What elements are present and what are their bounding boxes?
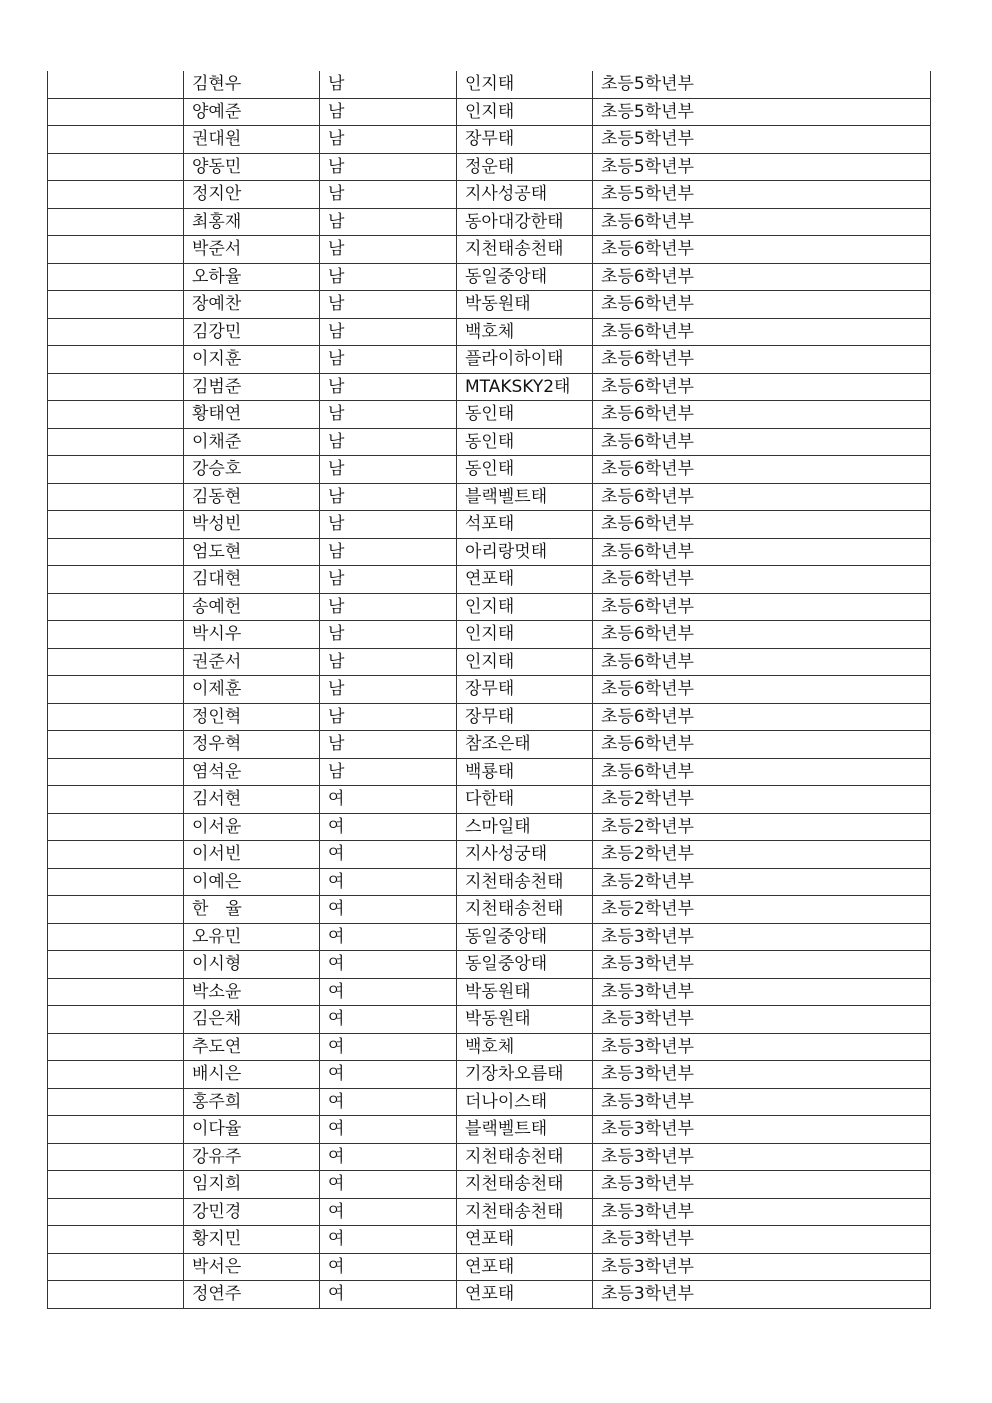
number-cell bbox=[48, 978, 184, 1006]
number-cell bbox=[48, 538, 184, 566]
number-cell bbox=[48, 923, 184, 951]
division-cell: 초등3학년부 bbox=[593, 1226, 931, 1254]
division-cell: 초등3학년부 bbox=[593, 1253, 931, 1281]
name-cell: 정우혁 bbox=[184, 731, 320, 759]
name-cell: 강승호 bbox=[184, 456, 320, 484]
table-row bbox=[48, 1253, 931, 1281]
number-cell bbox=[48, 896, 184, 924]
table-row bbox=[48, 401, 931, 429]
club-cell: 동일중앙태 bbox=[457, 923, 593, 951]
club-cell: 플라이하이태 bbox=[457, 346, 593, 374]
table-row bbox=[48, 208, 931, 236]
gender-cell: 남 bbox=[320, 263, 457, 291]
table-row bbox=[48, 236, 931, 264]
number-cell bbox=[48, 758, 184, 786]
division-cell: 초등5학년부 bbox=[593, 71, 931, 98]
gender-cell: 여 bbox=[320, 1006, 457, 1034]
table-row bbox=[48, 1033, 931, 1061]
number-cell bbox=[48, 951, 184, 979]
gender-cell: 여 bbox=[320, 813, 457, 841]
table-row bbox=[48, 318, 931, 346]
gender-cell: 남 bbox=[320, 71, 457, 98]
club-cell: 블랙벨트태 bbox=[457, 1116, 593, 1144]
division-cell: 초등6학년부 bbox=[593, 236, 931, 264]
club-cell: 연포태 bbox=[457, 1281, 593, 1309]
number-cell bbox=[48, 456, 184, 484]
name-cell: 김대현 bbox=[184, 566, 320, 594]
gender-cell: 남 bbox=[320, 621, 457, 649]
club-cell: 기장차오름태 bbox=[457, 1061, 593, 1089]
division-cell: 초등3학년부 bbox=[593, 1198, 931, 1226]
gender-cell: 남 bbox=[320, 181, 457, 209]
table-row bbox=[48, 648, 931, 676]
number-cell bbox=[48, 1143, 184, 1171]
number-cell bbox=[48, 593, 184, 621]
club-cell: 장무태 bbox=[457, 676, 593, 704]
club-cell: 다한태 bbox=[457, 786, 593, 814]
gender-cell: 남 bbox=[320, 291, 457, 319]
club-cell: 지천태송천태 bbox=[457, 236, 593, 264]
table-row bbox=[48, 1143, 931, 1171]
table-row bbox=[48, 181, 931, 209]
number-cell bbox=[48, 1061, 184, 1089]
club-cell: 지천태송천태 bbox=[457, 1198, 593, 1226]
gender-cell: 남 bbox=[320, 236, 457, 264]
division-cell: 초등3학년부 bbox=[593, 1088, 931, 1116]
table-row bbox=[48, 703, 931, 731]
name-cell: 최홍재 bbox=[184, 208, 320, 236]
club-cell: 동일중앙태 bbox=[457, 951, 593, 979]
gender-cell: 남 bbox=[320, 703, 457, 731]
name-cell: 정연주 bbox=[184, 1281, 320, 1309]
club-cell: 동일중앙태 bbox=[457, 263, 593, 291]
name-cell: 김강민 bbox=[184, 318, 320, 346]
name-cell: 권준서 bbox=[184, 648, 320, 676]
club-cell: 연포태 bbox=[457, 1226, 593, 1254]
table-row bbox=[48, 621, 931, 649]
gender-cell: 여 bbox=[320, 1143, 457, 1171]
name-cell: 권대원 bbox=[184, 126, 320, 154]
gender-cell: 남 bbox=[320, 318, 457, 346]
division-cell: 초등2학년부 bbox=[593, 841, 931, 869]
club-cell: 백룡태 bbox=[457, 758, 593, 786]
club-cell: 박동원태 bbox=[457, 978, 593, 1006]
gender-cell: 남 bbox=[320, 126, 457, 154]
number-cell bbox=[48, 1033, 184, 1061]
number-cell bbox=[48, 1171, 184, 1199]
gender-cell: 여 bbox=[320, 978, 457, 1006]
number-cell bbox=[48, 98, 184, 126]
gender-cell: 여 bbox=[320, 1116, 457, 1144]
gender-cell: 여 bbox=[320, 1226, 457, 1254]
division-cell: 초등6학년부 bbox=[593, 511, 931, 539]
club-cell: 동인태 bbox=[457, 401, 593, 429]
table-row bbox=[48, 71, 931, 98]
division-cell: 초등5학년부 bbox=[593, 126, 931, 154]
division-cell: 초등6학년부 bbox=[593, 373, 931, 401]
name-cell: 강민경 bbox=[184, 1198, 320, 1226]
club-cell: 장무태 bbox=[457, 703, 593, 731]
table-row bbox=[48, 373, 931, 401]
division-cell: 초등6학년부 bbox=[593, 401, 931, 429]
club-cell: 박동원태 bbox=[457, 291, 593, 319]
name-cell: 이예은 bbox=[184, 868, 320, 896]
table-row bbox=[48, 263, 931, 291]
gender-cell: 남 bbox=[320, 758, 457, 786]
club-cell: 아리랑멋태 bbox=[457, 538, 593, 566]
name-cell: 오하율 bbox=[184, 263, 320, 291]
table-row bbox=[48, 511, 931, 539]
gender-cell: 남 bbox=[320, 98, 457, 126]
number-cell bbox=[48, 318, 184, 346]
number-cell bbox=[48, 731, 184, 759]
name-cell: 임지희 bbox=[184, 1171, 320, 1199]
club-cell: 동인태 bbox=[457, 456, 593, 484]
gender-cell: 여 bbox=[320, 1061, 457, 1089]
table-row bbox=[48, 923, 931, 951]
table-row bbox=[48, 978, 931, 1006]
table-row bbox=[48, 566, 931, 594]
division-cell: 초등3학년부 bbox=[593, 1061, 931, 1089]
club-cell: 스마일태 bbox=[457, 813, 593, 841]
number-cell bbox=[48, 813, 184, 841]
name-cell: 이다율 bbox=[184, 1116, 320, 1144]
gender-cell: 남 bbox=[320, 676, 457, 704]
number-cell bbox=[48, 786, 184, 814]
table-row bbox=[48, 593, 931, 621]
club-cell: 장무태 bbox=[457, 126, 593, 154]
table-row bbox=[48, 291, 931, 319]
club-cell: 동아대강한태 bbox=[457, 208, 593, 236]
club-cell: 블랙벨트태 bbox=[457, 483, 593, 511]
division-cell: 초등6학년부 bbox=[593, 346, 931, 374]
table-row bbox=[48, 896, 931, 924]
club-cell: 지사성궁태 bbox=[457, 841, 593, 869]
name-cell: 강유주 bbox=[184, 1143, 320, 1171]
club-cell: 인지태 bbox=[457, 98, 593, 126]
gender-cell: 남 bbox=[320, 731, 457, 759]
number-cell bbox=[48, 703, 184, 731]
club-cell: 박동원태 bbox=[457, 1006, 593, 1034]
division-cell: 초등6학년부 bbox=[593, 263, 931, 291]
division-cell: 초등3학년부 bbox=[593, 951, 931, 979]
gender-cell: 남 bbox=[320, 428, 457, 456]
division-cell: 초등6학년부 bbox=[593, 593, 931, 621]
club-cell: MTAKSKY2태 bbox=[457, 373, 593, 401]
table-row bbox=[48, 1116, 931, 1144]
division-cell: 초등3학년부 bbox=[593, 1006, 931, 1034]
gender-cell: 여 bbox=[320, 841, 457, 869]
division-cell: 초등2학년부 bbox=[593, 896, 931, 924]
gender-cell: 남 bbox=[320, 401, 457, 429]
division-cell: 초등6학년부 bbox=[593, 291, 931, 319]
number-cell bbox=[48, 346, 184, 374]
table-row bbox=[48, 483, 931, 511]
table-row bbox=[48, 1226, 931, 1254]
number-cell bbox=[48, 236, 184, 264]
club-cell: 인지태 bbox=[457, 621, 593, 649]
gender-cell: 여 bbox=[320, 923, 457, 951]
division-cell: 초등6학년부 bbox=[593, 428, 931, 456]
table-row bbox=[48, 346, 931, 374]
table-row bbox=[48, 1171, 931, 1199]
club-cell: 백호체 bbox=[457, 318, 593, 346]
division-cell: 초등6학년부 bbox=[593, 483, 931, 511]
table-row bbox=[48, 676, 931, 704]
club-cell: 동인태 bbox=[457, 428, 593, 456]
gender-cell: 여 bbox=[320, 786, 457, 814]
name-cell: 김동현 bbox=[184, 483, 320, 511]
gender-cell: 남 bbox=[320, 648, 457, 676]
number-cell bbox=[48, 291, 184, 319]
number-cell bbox=[48, 841, 184, 869]
division-cell: 초등6학년부 bbox=[593, 676, 931, 704]
number-cell bbox=[48, 208, 184, 236]
table-row bbox=[48, 456, 931, 484]
table-row bbox=[48, 813, 931, 841]
club-cell: 지천태송천태 bbox=[457, 896, 593, 924]
roster-table bbox=[47, 71, 931, 1309]
division-cell: 초등5학년부 bbox=[593, 153, 931, 181]
name-cell: 홍주희 bbox=[184, 1088, 320, 1116]
number-cell bbox=[48, 1281, 184, 1309]
name-cell: 엄도현 bbox=[184, 538, 320, 566]
name-cell: 박서은 bbox=[184, 1253, 320, 1281]
division-cell: 초등3학년부 bbox=[593, 923, 931, 951]
number-cell bbox=[48, 401, 184, 429]
gender-cell: 남 bbox=[320, 566, 457, 594]
table-row bbox=[48, 98, 931, 126]
gender-cell: 여 bbox=[320, 868, 457, 896]
roster-table-body bbox=[48, 71, 931, 1308]
division-cell: 초등6학년부 bbox=[593, 758, 931, 786]
club-cell: 참조은태 bbox=[457, 731, 593, 759]
division-cell: 초등3학년부 bbox=[593, 1033, 931, 1061]
name-cell: 장예찬 bbox=[184, 291, 320, 319]
division-cell: 초등2학년부 bbox=[593, 786, 931, 814]
club-cell: 인지태 bbox=[457, 593, 593, 621]
club-cell: 지천태송천태 bbox=[457, 1171, 593, 1199]
table-row bbox=[48, 841, 931, 869]
number-cell bbox=[48, 868, 184, 896]
name-cell: 이제훈 bbox=[184, 676, 320, 704]
gender-cell: 여 bbox=[320, 951, 457, 979]
number-cell bbox=[48, 153, 184, 181]
table-row bbox=[48, 1088, 931, 1116]
number-cell bbox=[48, 1253, 184, 1281]
division-cell: 초등2학년부 bbox=[593, 813, 931, 841]
division-cell: 초등3학년부 bbox=[593, 1143, 931, 1171]
table-row bbox=[48, 538, 931, 566]
name-cell: 박시우 bbox=[184, 621, 320, 649]
division-cell: 초등2학년부 bbox=[593, 868, 931, 896]
number-cell bbox=[48, 566, 184, 594]
table-row bbox=[48, 1006, 931, 1034]
number-cell bbox=[48, 71, 184, 98]
number-cell bbox=[48, 428, 184, 456]
name-cell: 김범준 bbox=[184, 373, 320, 401]
number-cell bbox=[48, 1006, 184, 1034]
number-cell bbox=[48, 126, 184, 154]
number-cell bbox=[48, 483, 184, 511]
number-cell bbox=[48, 263, 184, 291]
name-cell: 염석운 bbox=[184, 758, 320, 786]
table-row bbox=[48, 1061, 931, 1089]
name-cell: 추도연 bbox=[184, 1033, 320, 1061]
table-row bbox=[48, 126, 931, 154]
gender-cell: 남 bbox=[320, 511, 457, 539]
gender-cell: 여 bbox=[320, 1253, 457, 1281]
division-cell: 초등6학년부 bbox=[593, 208, 931, 236]
gender-cell: 여 bbox=[320, 896, 457, 924]
division-cell: 초등3학년부 bbox=[593, 1171, 931, 1199]
gender-cell: 남 bbox=[320, 153, 457, 181]
table-row bbox=[48, 428, 931, 456]
name-cell: 이시형 bbox=[184, 951, 320, 979]
name-cell: 이서윤 bbox=[184, 813, 320, 841]
club-cell: 인지태 bbox=[457, 648, 593, 676]
name-cell: 김은채 bbox=[184, 1006, 320, 1034]
division-cell: 초등6학년부 bbox=[593, 703, 931, 731]
name-cell: 배시은 bbox=[184, 1061, 320, 1089]
table-row bbox=[48, 951, 931, 979]
table-row bbox=[48, 731, 931, 759]
table-row bbox=[48, 868, 931, 896]
name-cell: 박소윤 bbox=[184, 978, 320, 1006]
number-cell bbox=[48, 1198, 184, 1226]
name-cell: 양예준 bbox=[184, 98, 320, 126]
gender-cell: 남 bbox=[320, 483, 457, 511]
gender-cell: 남 bbox=[320, 208, 457, 236]
gender-cell: 여 bbox=[320, 1281, 457, 1309]
club-cell: 지천태송천태 bbox=[457, 1143, 593, 1171]
division-cell: 초등5학년부 bbox=[593, 181, 931, 209]
name-cell: 양동민 bbox=[184, 153, 320, 181]
name-cell: 정인혁 bbox=[184, 703, 320, 731]
number-cell bbox=[48, 181, 184, 209]
number-cell bbox=[48, 676, 184, 704]
gender-cell: 남 bbox=[320, 538, 457, 566]
division-cell: 초등3학년부 bbox=[593, 1281, 931, 1309]
name-cell: 정지안 bbox=[184, 181, 320, 209]
gender-cell: 여 bbox=[320, 1088, 457, 1116]
number-cell bbox=[48, 1226, 184, 1254]
gender-cell: 여 bbox=[320, 1198, 457, 1226]
number-cell bbox=[48, 648, 184, 676]
division-cell: 초등6학년부 bbox=[593, 731, 931, 759]
gender-cell: 여 bbox=[320, 1171, 457, 1199]
division-cell: 초등6학년부 bbox=[593, 648, 931, 676]
division-cell: 초등5학년부 bbox=[593, 98, 931, 126]
gender-cell: 남 bbox=[320, 456, 457, 484]
name-cell: 오유민 bbox=[184, 923, 320, 951]
division-cell: 초등6학년부 bbox=[593, 566, 931, 594]
name-cell: 이서빈 bbox=[184, 841, 320, 869]
gender-cell: 남 bbox=[320, 593, 457, 621]
number-cell bbox=[48, 621, 184, 649]
division-cell: 초등6학년부 bbox=[593, 538, 931, 566]
gender-cell: 여 bbox=[320, 1033, 457, 1061]
division-cell: 초등6학년부 bbox=[593, 318, 931, 346]
number-cell bbox=[48, 373, 184, 401]
name-cell: 김현우 bbox=[184, 71, 320, 98]
table-row bbox=[48, 758, 931, 786]
division-cell: 초등3학년부 bbox=[593, 978, 931, 1006]
club-cell: 연포태 bbox=[457, 566, 593, 594]
number-cell bbox=[48, 511, 184, 539]
club-cell: 지사성공태 bbox=[457, 181, 593, 209]
name-cell: 박준서 bbox=[184, 236, 320, 264]
table-row bbox=[48, 786, 931, 814]
club-cell: 석포태 bbox=[457, 511, 593, 539]
club-cell: 연포태 bbox=[457, 1253, 593, 1281]
division-cell: 초등6학년부 bbox=[593, 621, 931, 649]
number-cell bbox=[48, 1088, 184, 1116]
name-cell: 황태연 bbox=[184, 401, 320, 429]
division-cell: 초등6학년부 bbox=[593, 456, 931, 484]
table-row bbox=[48, 1198, 931, 1226]
table-row bbox=[48, 1281, 931, 1309]
roster-table-container bbox=[47, 71, 930, 1309]
gender-cell: 남 bbox=[320, 346, 457, 374]
name-cell: 이지훈 bbox=[184, 346, 320, 374]
division-cell: 초등3학년부 bbox=[593, 1116, 931, 1144]
club-cell: 더나이스태 bbox=[457, 1088, 593, 1116]
club-cell: 정운태 bbox=[457, 153, 593, 181]
name-cell: 박성빈 bbox=[184, 511, 320, 539]
table-row bbox=[48, 153, 931, 181]
name-cell: 황지민 bbox=[184, 1226, 320, 1254]
name-cell: 송예헌 bbox=[184, 593, 320, 621]
club-cell: 인지태 bbox=[457, 71, 593, 98]
number-cell bbox=[48, 1116, 184, 1144]
name-cell: 김서현 bbox=[184, 786, 320, 814]
gender-cell: 남 bbox=[320, 373, 457, 401]
name-cell: 한 율 bbox=[184, 896, 320, 924]
club-cell: 백호체 bbox=[457, 1033, 593, 1061]
club-cell: 지천태송천태 bbox=[457, 868, 593, 896]
name-cell: 이채준 bbox=[184, 428, 320, 456]
